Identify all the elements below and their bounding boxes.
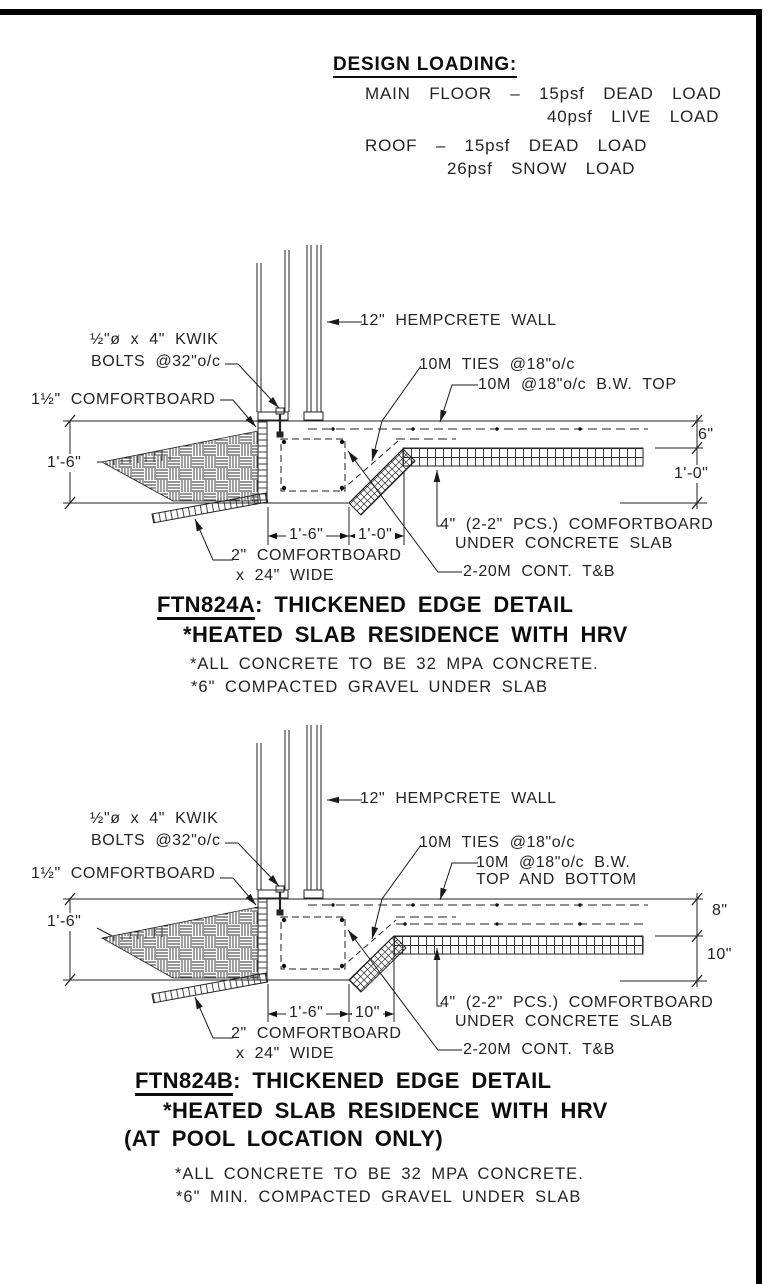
skirt-label-b-line1: 2" COMFORTBOARD (231, 1025, 402, 1042)
insulation-wedge-b (102, 907, 258, 978)
dim-slab-b: 8" (712, 902, 728, 919)
design-loading-main-floor: MAIN FLOOR – 15psf DEAD LOAD (365, 84, 722, 103)
insulation-wedge-a (102, 431, 258, 501)
sloped-comfortboard-b (349, 936, 406, 992)
dim-bottom2-b: 10" (352, 1004, 383, 1022)
comfortboard-under-slab-a (403, 448, 643, 466)
comfortboard-wall-label-a: 1½" COMFORTBOARD (31, 391, 216, 408)
detail-b-subtitle: *HEATED SLAB RESIDENCE WITH HRV (163, 1098, 608, 1123)
sloped-comfortboard-a (349, 449, 415, 515)
bw-label-b-line1: 10M @18"o/c B.W. (476, 854, 631, 871)
hempcrete-wall-label-b: 12" HEMPCRETE WALL (360, 790, 557, 807)
design-loading-title: DESIGN LOADING: (333, 54, 517, 78)
bw-label-b-line2: TOP AND BOTTOM (476, 871, 637, 888)
design-loading-snow-load: 26psf SNOW LOAD (447, 159, 636, 178)
kwik-bolts-label-b-line2: BOLTS @32"o/c (91, 832, 221, 849)
bw-top-label-a: 10M @18"o/c B.W. TOP (478, 376, 677, 393)
detail-b-title-extra: (AT POOL LOCATION ONLY) (124, 1126, 444, 1151)
hempcrete-wall-label-a: 12" HEMPCRETE WALL (360, 312, 557, 329)
cont-bars-label-b: 2-20M CONT. T&B (463, 1041, 616, 1058)
under-slab-label-a-line1: 4" (2-2" PCS.) COMFORTBOARD (440, 516, 714, 533)
dim-slab-a: 6" (698, 426, 714, 443)
detail-a-note2: *6" COMPACTED GRAVEL UNDER SLAB (191, 678, 548, 696)
ties-label-a: 10M TIES @18"o/c (419, 356, 575, 373)
detail-b-note2: *6" MIN. COMPACTED GRAVEL UNDER SLAB (176, 1188, 582, 1206)
comfortboard-under-slab-b (394, 936, 643, 954)
cont-bars-label-a: 2-20M CONT. T&B (463, 563, 616, 580)
design-loading-live-load: 40psf LIVE LOAD (547, 107, 720, 126)
detail-a-note1: *ALL CONCRETE TO BE 32 MPA CONCRETE. (190, 655, 599, 673)
hempcrete-wall-b (257, 725, 323, 898)
detail-b-title (135, 1069, 552, 1093)
detail-a-title-rest: : THICKENED EDGE DETAIL (255, 592, 574, 617)
kwik-bolts-label-a-line1: ½"ø x 4" KWIK (90, 331, 219, 348)
dim-bottom1-a: 1'-6" (286, 526, 326, 544)
kwik-bolts-label-b-line1: ½"ø x 4" KWIK (90, 810, 219, 827)
dim-edge-depth-a: 1'-0" (671, 465, 711, 483)
dim-bottom1-b: 1'-6" (286, 1004, 326, 1022)
under-slab-label-b-line2: UNDER CONCRETE SLAB (455, 1013, 673, 1030)
detail-b-code: FTN824B (135, 1068, 233, 1096)
detail-a-code: FTN824A (157, 592, 255, 620)
comfortboard-strip-a (258, 421, 267, 503)
design-loading-roof: ROOF – 15psf DEAD LOAD (365, 136, 648, 155)
comfortboard-strip-b (258, 899, 267, 980)
kwik-bolts-label-a-line2: BOLTS @32"o/c (91, 353, 221, 370)
skirt-label-a-line2: x 24" WIDE (236, 567, 335, 584)
detail-a-title (157, 593, 574, 617)
ties-label-b: 10M TIES @18"o/c (419, 834, 575, 851)
dim-left-b: 1'-6" (44, 913, 84, 931)
detail-a-subtitle: *HEATED SLAB RESIDENCE WITH HRV (183, 622, 628, 647)
hempcrete-wall-a (257, 245, 323, 420)
detail-b-note1: *ALL CONCRETE TO BE 32 MPA CONCRETE. (175, 1165, 584, 1183)
skirt-label-b-line2: x 24" WIDE (236, 1045, 335, 1062)
dim-edge-depth-b: 10" (707, 946, 732, 963)
comfortboard-wall-label-b: 1½" COMFORTBOARD (31, 865, 216, 882)
dim-bottom2-a: 1'-0" (355, 526, 395, 544)
under-slab-label-a-line2: UNDER CONCRETE SLAB (455, 535, 673, 552)
detail-b-title-rest: : THICKENED EDGE DETAIL (233, 1068, 552, 1093)
dim-left-a: 1'-6" (44, 454, 84, 472)
under-slab-label-b-line1: 4" (2-2" PCS.) COMFORTBOARD (440, 994, 714, 1011)
skirt-label-a-line1: 2" COMFORTBOARD (231, 547, 402, 564)
